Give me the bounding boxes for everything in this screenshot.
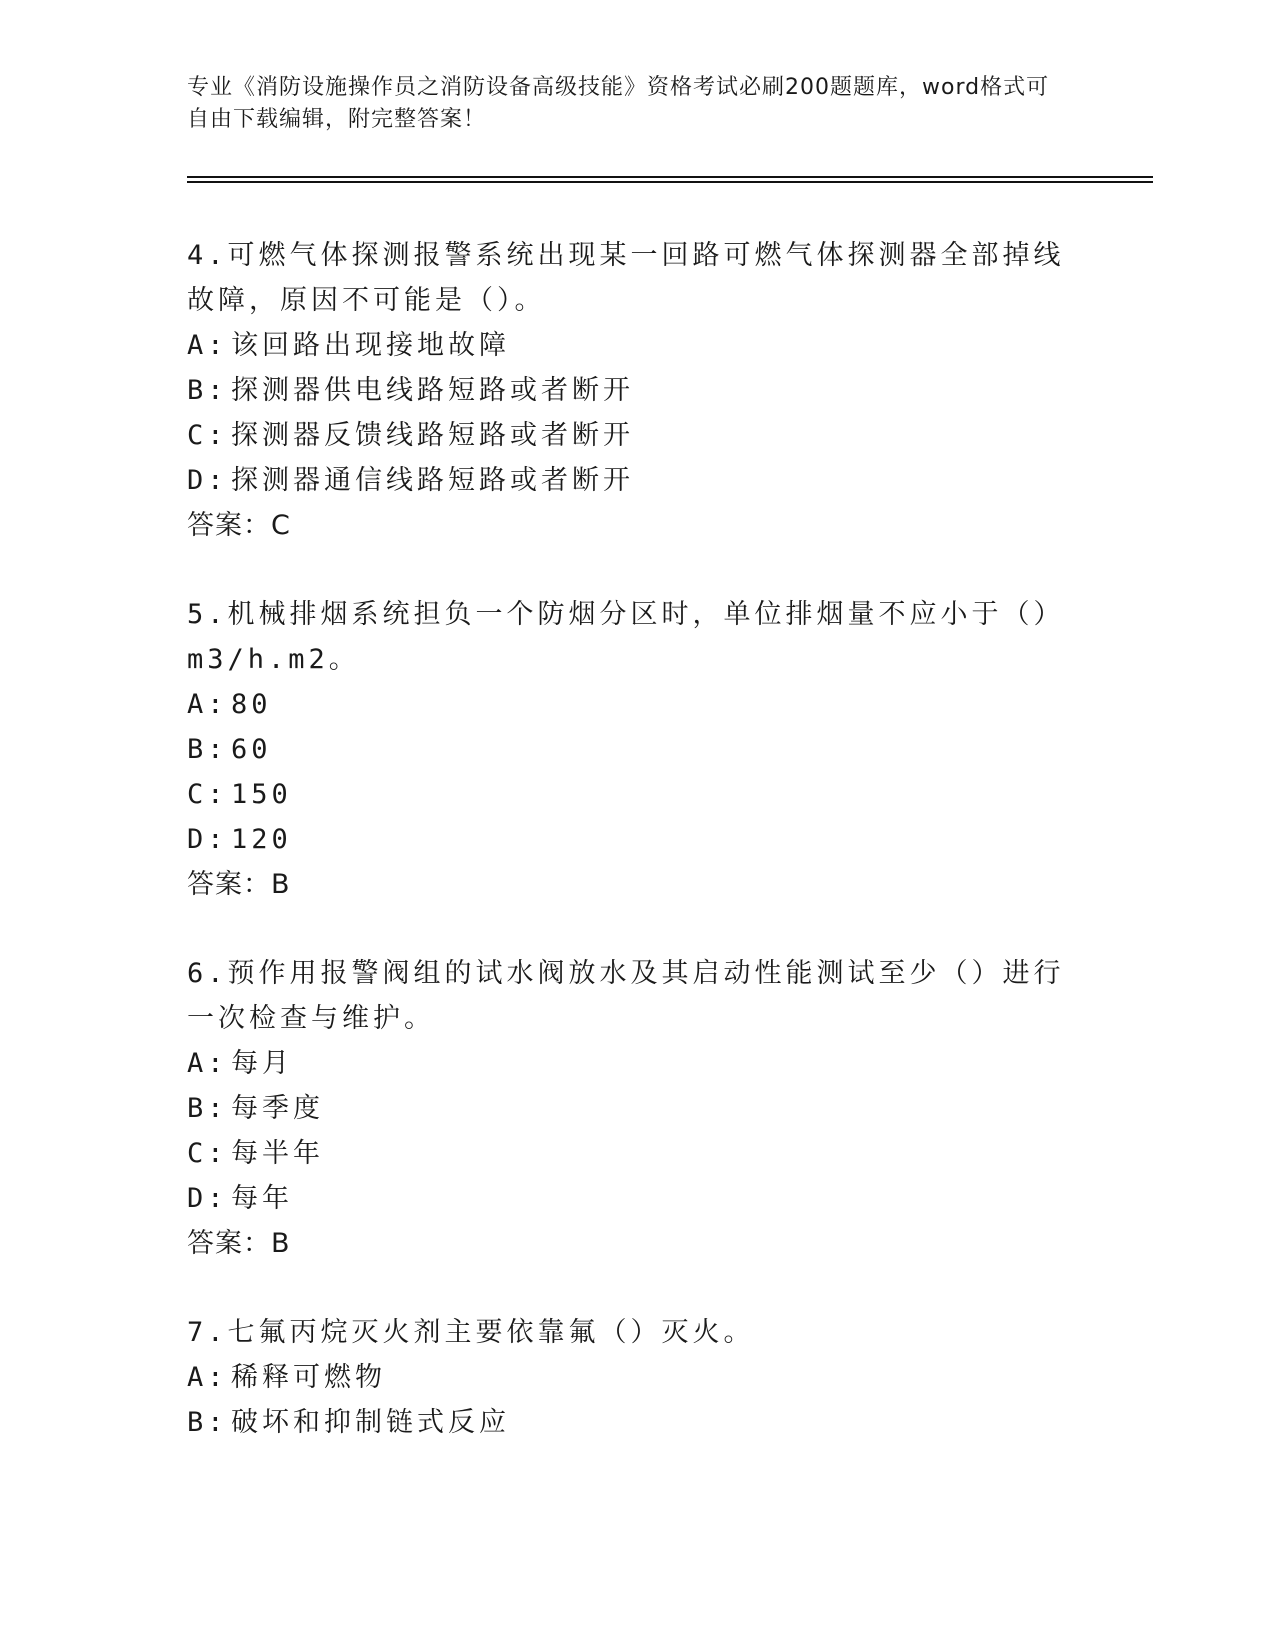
option-text: 探测器通信线路短路或者断开 [231,465,634,496]
option-b [187,727,1087,772]
option-a [187,323,1087,368]
question-stem: 6.预作用报警阀组的试水阀放水及其启动性能测试至少（）进行一次检查与维护。 [187,958,1065,1034]
option-text: 每年 [231,1183,293,1214]
option-key: D: [187,465,228,496]
answer-line [187,1221,1087,1266]
option-key: B: [187,375,228,406]
answer-value: B [271,1228,291,1259]
option-text: 80 [231,689,272,720]
answer-label: 答案： [187,510,271,541]
question-7 [187,1310,1087,1445]
option-a [187,1041,1087,1086]
question-list [187,233,1087,1489]
option-key: A: [187,689,228,720]
option-text: 120 [231,824,292,855]
question-4 [187,233,1087,548]
option-b [187,368,1087,413]
option-text: 探测器供电线路短路或者断开 [231,375,634,406]
answer-label: 答案： [187,1228,271,1259]
option-key: C: [187,779,228,810]
option-text: 探测器反馈线路短路或者断开 [231,420,634,451]
question-stem: 7.七氟丙烷灭火剂主要依靠氟（）灭火。 [187,1317,755,1348]
answer-value: C [271,510,291,541]
option-d [187,458,1087,503]
question-6 [187,951,1087,1266]
question-5 [187,592,1087,907]
option-c [187,413,1087,458]
option-key: B: [187,1407,228,1438]
option-key: A: [187,1048,228,1079]
option-key: B: [187,1093,228,1124]
option-key: B: [187,734,228,765]
option-a [187,682,1087,727]
option-a [187,1355,1087,1400]
option-key: C: [187,420,228,451]
header-divider-top [187,176,1153,178]
option-b [187,1400,1087,1445]
document-header: 专业《消防设施操作员之消防设备高级技能》资格考试必刷200题题库，word格式可自由下载编辑，附完整答案！ [187,75,1050,132]
option-d [187,817,1087,862]
option-b [187,1086,1087,1131]
option-d [187,1176,1087,1221]
option-text: 每季度 [231,1093,324,1124]
question-stem: 4.可燃气体探测报警系统出现某一回路可燃气体探测器全部掉线故障，原因不可能是（）。 [187,240,1065,316]
option-text: 每月 [231,1048,293,1079]
answer-line [187,862,1087,907]
option-text: 稀释可燃物 [231,1362,386,1393]
answer-line [187,503,1087,548]
option-c [187,1131,1087,1176]
option-key: A: [187,330,228,361]
option-text: 60 [231,734,272,765]
header-divider-bottom [187,181,1153,183]
option-key: D: [187,1183,228,1214]
option-text: 该回路出现接地故障 [231,330,510,361]
option-key: A: [187,1362,228,1393]
question-stem: 5.机械排烟系统担负一个防烟分区时，单位排烟量不应小于（）m3/h.m2。 [187,599,1065,675]
answer-label: 答案： [187,869,271,900]
option-key: C: [187,1138,228,1169]
option-text: 每半年 [231,1138,324,1169]
answer-value: B [271,869,291,900]
option-c [187,772,1087,817]
option-text: 破坏和抑制链式反应 [231,1407,510,1438]
option-text: 150 [231,779,292,810]
option-key: D: [187,824,228,855]
